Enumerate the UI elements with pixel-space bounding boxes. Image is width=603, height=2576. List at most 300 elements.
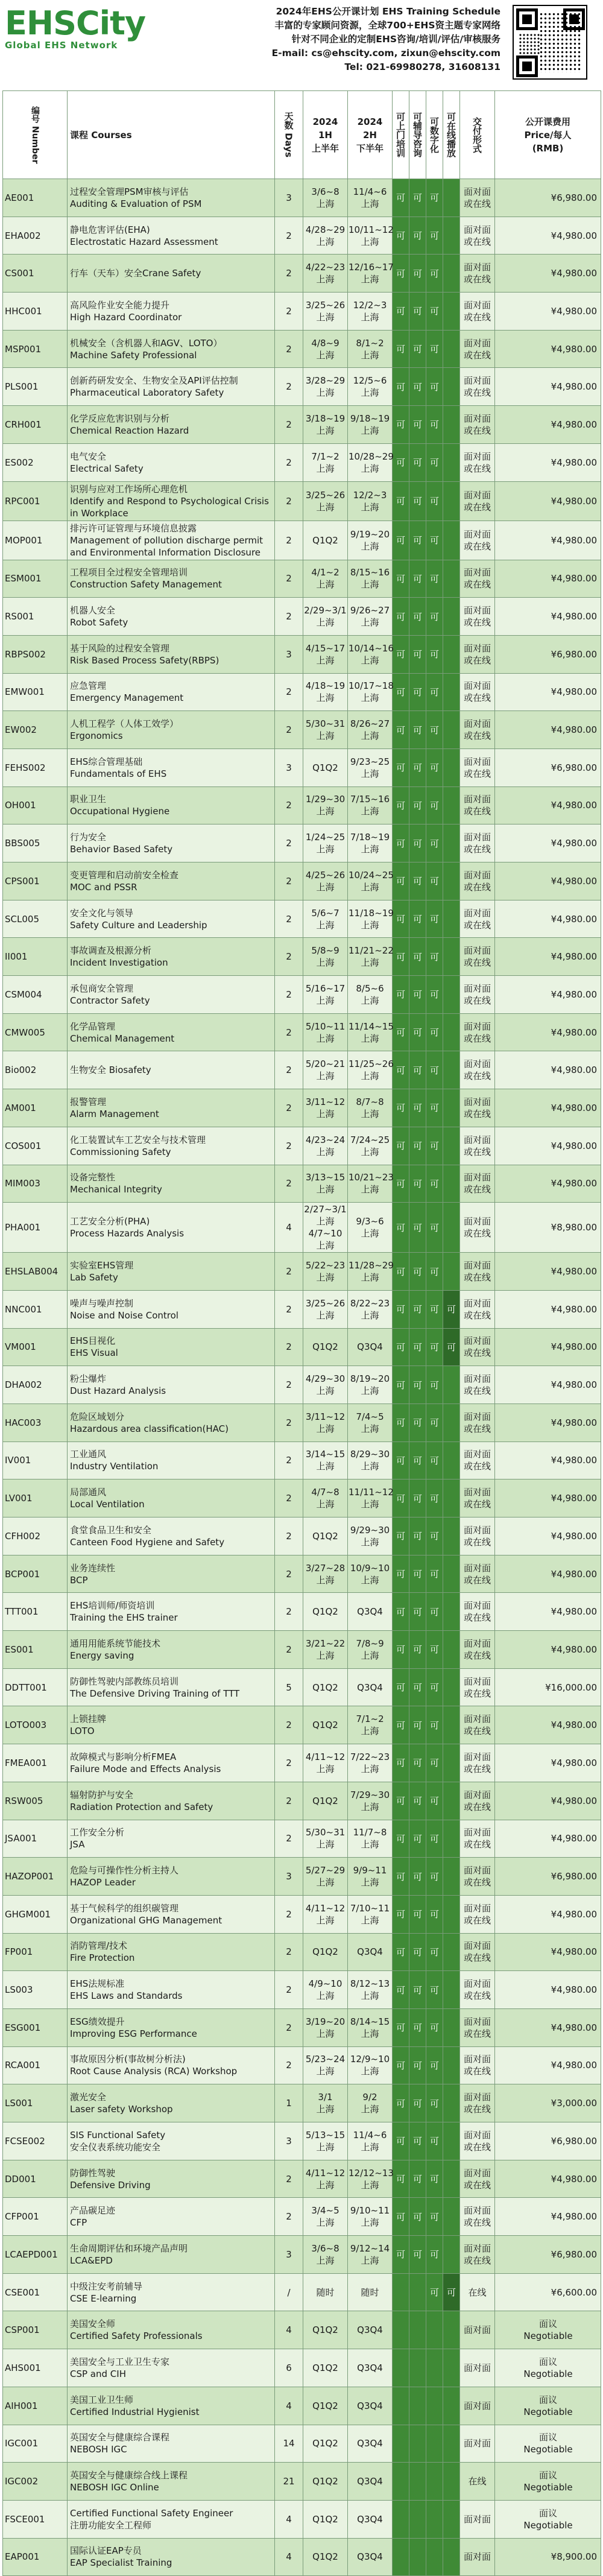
table-row	[3, 1744, 601, 1782]
flag-consult: 可	[409, 406, 426, 444]
course-price: 面议 Negotiable	[495, 2311, 601, 2349]
course-name: EHS培训师/师资培训 Training the EHS trainer	[68, 1593, 275, 1631]
flag-digital: 可	[426, 1290, 443, 1328]
flag-inhouse: 可	[393, 2122, 409, 2160]
course-price: ¥6,980.00	[495, 2122, 601, 2160]
table-row	[3, 2538, 601, 2576]
course-price: ¥4,980.00	[495, 711, 601, 749]
flag-inhouse: 可	[393, 900, 409, 938]
flag-online	[443, 900, 460, 938]
course-price: ¥4,980.00	[495, 1820, 601, 1858]
course-days: 2	[275, 521, 303, 560]
flag-inhouse: 可	[393, 1165, 409, 1203]
course-price: ¥4,980.00	[495, 521, 601, 560]
flag-consult: 可	[409, 1744, 426, 1782]
course-code: HAC003	[3, 1404, 68, 1441]
course-name: 机器人安全 Robot Safety	[68, 598, 275, 636]
course-name: SIS Functional Safety 安全仪表系统功能安全	[68, 2122, 275, 2160]
col-header-2h: 2024 2H 下半年	[348, 91, 393, 179]
course-code: PLS001	[3, 368, 68, 406]
date-2h: Q3Q4	[348, 1328, 393, 1366]
course-price: ¥4,980.00	[495, 1631, 601, 1669]
course-name: 应急管理 Emergency Management	[68, 673, 275, 711]
course-days: 2	[275, 598, 303, 636]
course-code: TTT001	[3, 1593, 68, 1631]
course-days: 2	[275, 1782, 303, 1820]
course-name: 产品碳足迹 CFP	[68, 2198, 275, 2236]
delivery-mode: 面对面 或在线	[460, 1013, 495, 1051]
course-code: CPS001	[3, 862, 68, 900]
date-1h: 7/1~2 上海	[303, 443, 348, 481]
flag-inhouse: 可	[393, 1290, 409, 1328]
course-days: 2	[275, 560, 303, 598]
flag-online	[443, 2198, 460, 2236]
flag-digital: 可	[426, 1593, 443, 1631]
flag-digital: 可	[426, 635, 443, 673]
course-code: OH001	[3, 786, 68, 824]
table-row	[3, 1820, 601, 1858]
date-2h: Q3Q4	[348, 2538, 393, 2576]
course-name: 设备完整性 Mechanical Integrity	[68, 1165, 275, 1203]
flag-digital: 可	[426, 217, 443, 255]
flag-consult: 可	[409, 1290, 426, 1328]
flag-inhouse: 可	[393, 1782, 409, 1820]
flag-consult: 可	[409, 560, 426, 598]
col-header-mode: 交付形式	[460, 91, 495, 179]
flag-online	[443, 1013, 460, 1051]
course-days: 2	[275, 824, 303, 862]
flag-digital: 可	[426, 1933, 443, 1971]
course-code: LV001	[3, 1479, 68, 1517]
date-2h: 12/12~13 上海	[348, 2160, 393, 2198]
table-row	[3, 2008, 601, 2046]
course-price: ¥4,980.00	[495, 900, 601, 938]
date-1h: 3/25~26 上海	[303, 1290, 348, 1328]
date-2h: 10/11~12 上海	[348, 217, 393, 255]
delivery-mode: 面对面	[460, 2500, 495, 2538]
course-price: ¥4,980.00	[495, 2160, 601, 2198]
date-2h: 12/16~17 上海	[348, 255, 393, 293]
table-row	[3, 1404, 601, 1441]
table-row	[3, 2046, 601, 2084]
flag-inhouse: 可	[393, 217, 409, 255]
flag-consult: 可	[409, 786, 426, 824]
flag-inhouse: 可	[393, 1593, 409, 1631]
flag-inhouse: 可	[393, 1441, 409, 1479]
date-1h: 5/22~23 上海	[303, 1253, 348, 1291]
course-name: 安全文化与领导 Safety Culture and Leadership	[68, 900, 275, 938]
date-2h: Q3Q4	[348, 1933, 393, 1971]
flag-digital: 可	[426, 1366, 443, 1404]
flag-consult: 可	[409, 1051, 426, 1089]
date-1h: 5/30~31 上海	[303, 711, 348, 749]
flag-online	[443, 1441, 460, 1479]
date-1h: 3/4~5 上海	[303, 2198, 348, 2236]
course-days: 3	[275, 2122, 303, 2160]
flag-inhouse	[393, 2349, 409, 2387]
flag-digital	[426, 2311, 443, 2349]
delivery-mode: 面对面 或在线	[460, 1328, 495, 1366]
flag-digital: 可	[426, 521, 443, 560]
course-code: PHA001	[3, 1203, 68, 1253]
course-code: DD001	[3, 2160, 68, 2198]
date-1h: 随时	[303, 2273, 348, 2311]
delivery-mode: 面对面 或在线	[460, 598, 495, 636]
flag-inhouse: 可	[393, 1089, 409, 1127]
flag-digital	[426, 2425, 443, 2463]
course-name: 防御性驾驶内部教练员培训 The Defensive Driving Training of TTT	[68, 1668, 275, 1706]
course-code: ESG001	[3, 2008, 68, 2046]
flag-consult: 可	[409, 1328, 426, 1366]
flag-consult: 可	[409, 900, 426, 938]
date-1h: 5/8~9 上海	[303, 938, 348, 976]
course-days: 2	[275, 1404, 303, 1441]
course-days: 2	[275, 1933, 303, 1971]
course-days: 2	[275, 976, 303, 1014]
table-row	[3, 330, 601, 368]
date-1h: 5/13~15 上海	[303, 2122, 348, 2160]
course-price: ¥4,980.00	[495, 2198, 601, 2236]
flag-inhouse: 可	[393, 976, 409, 1014]
flag-online	[443, 1127, 460, 1165]
flag-inhouse: 可	[393, 748, 409, 786]
delivery-mode: 面对面 或在线	[460, 786, 495, 824]
course-code: BBS005	[3, 824, 68, 862]
delivery-mode: 面对面 或在线	[460, 1051, 495, 1089]
table-row	[3, 1441, 601, 1479]
course-days: 3	[275, 2236, 303, 2274]
delivery-mode: 面对面 或在线	[460, 1290, 495, 1328]
delivery-mode: 面对面 或在线	[460, 179, 495, 217]
course-code: DHA002	[3, 1366, 68, 1404]
delivery-mode: 面对面 或在线	[460, 1441, 495, 1479]
date-2h: 8/12~13 上海	[348, 1971, 393, 2009]
flag-online	[443, 786, 460, 824]
course-code: EAP001	[3, 2538, 68, 2576]
delivery-mode: 面对面 或在线	[460, 824, 495, 862]
course-name: 基于气候科学的组织碳管理 Organizational GHG Management	[68, 1895, 275, 1933]
flag-online	[443, 1668, 460, 1706]
flag-inhouse: 可	[393, 711, 409, 749]
course-name: 美国工业卫生师 Certified Industrial Hygienist	[68, 2387, 275, 2425]
course-days: 2	[275, 368, 303, 406]
flag-inhouse: 可	[393, 1013, 409, 1051]
flag-online	[443, 1858, 460, 1896]
course-name: 噪声与噪声控制 Noise and Noise Control	[68, 1290, 275, 1328]
date-2h: 随时	[348, 2273, 393, 2311]
flag-consult: 可	[409, 976, 426, 1014]
delivery-mode: 面对面 或在线	[460, 711, 495, 749]
date-1h: 3/28~29 上海	[303, 368, 348, 406]
flag-consult: 可	[409, 711, 426, 749]
flag-digital: 可	[426, 711, 443, 749]
course-name: 工艺安全分析(PHA) Process Hazards Analysis	[68, 1203, 275, 1253]
course-code: COS001	[3, 1127, 68, 1165]
course-name: 过程安全管理PSM审核与评估 Auditing & Evaluation of PSM	[68, 179, 275, 217]
course-price: ¥4,980.00	[495, 1165, 601, 1203]
course-price: 面议 Negotiable	[495, 2463, 601, 2501]
course-days: 4	[275, 2311, 303, 2349]
table-row	[3, 179, 601, 217]
date-2h: Q3Q4	[348, 2387, 393, 2425]
course-name: 静电危害评估(EHA) Electrostatic Hazard Assessment	[68, 217, 275, 255]
flag-digital: 可	[426, 1782, 443, 1820]
flag-online	[443, 1089, 460, 1127]
date-1h: Q1Q2	[303, 1706, 348, 1744]
table-row	[3, 2463, 601, 2501]
flag-digital: 可	[426, 1706, 443, 1744]
date-2h: 8/22~23 上海	[348, 1290, 393, 1328]
course-code: CSM004	[3, 976, 68, 1014]
course-code: AIH001	[3, 2387, 68, 2425]
table-row	[3, 293, 601, 331]
flag-inhouse: 可	[393, 1858, 409, 1896]
flag-digital: 可	[426, 1127, 443, 1165]
course-days: 2	[275, 443, 303, 481]
flag-digital: 可	[426, 481, 443, 521]
delivery-mode: 面对面 或在线	[460, 1555, 495, 1593]
flag-online	[443, 1165, 460, 1203]
course-days: 2	[275, 1744, 303, 1782]
flag-consult: 可	[409, 1668, 426, 1706]
flag-online	[443, 1593, 460, 1631]
col-header-online: 可在线播放	[443, 91, 460, 179]
date-2h: 9/2 上海	[348, 2084, 393, 2122]
delivery-mode: 面对面 或在线	[460, 481, 495, 521]
flag-online	[443, 824, 460, 862]
flag-online	[443, 1555, 460, 1593]
date-1h: 4/11~12 上海	[303, 1744, 348, 1782]
table-row	[3, 673, 601, 711]
flag-digital: 可	[426, 2236, 443, 2274]
flag-inhouse: 可	[393, 1127, 409, 1165]
table-row	[3, 1782, 601, 1820]
table-row	[3, 900, 601, 938]
table-row	[3, 824, 601, 862]
course-price: ¥4,980.00	[495, 1441, 601, 1479]
delivery-mode: 面对面 或在线	[460, 443, 495, 481]
date-2h: 7/10~11 上海	[348, 1895, 393, 1933]
delivery-mode: 面对面 或在线	[460, 748, 495, 786]
course-price: ¥6,980.00	[495, 635, 601, 673]
delivery-mode: 面对面 或在线	[460, 2198, 495, 2236]
flag-online: 可	[443, 1290, 460, 1328]
flag-digital	[426, 2349, 443, 2387]
date-2h: 9/3~6 上海	[348, 1203, 393, 1253]
flag-inhouse	[393, 2387, 409, 2425]
delivery-mode: 面对面 或在线	[460, 976, 495, 1014]
flag-digital: 可	[426, 748, 443, 786]
date-2h: 10/24~25 上海	[348, 862, 393, 900]
flag-inhouse: 可	[393, 862, 409, 900]
flag-inhouse: 可	[393, 1706, 409, 1744]
delivery-mode: 面对面 或在线	[460, 521, 495, 560]
header-info	[217, 5, 500, 74]
date-2h: Q3Q4	[348, 2425, 393, 2463]
table-row	[3, 1631, 601, 1669]
flag-online	[443, 1404, 460, 1441]
course-days: 4	[275, 2387, 303, 2425]
page-header	[0, 0, 603, 90]
course-price: ¥4,980.00	[495, 2008, 601, 2046]
date-2h: 11/4~6 上海	[348, 179, 393, 217]
flag-online	[443, 255, 460, 293]
header-email: E-mail: cs@ehscity.com, zixun@ehscity.com	[271, 48, 500, 59]
course-code: EHSLAB004	[3, 1253, 68, 1291]
flag-consult	[409, 2463, 426, 2501]
table-row	[3, 255, 601, 293]
flag-consult: 可	[409, 1404, 426, 1441]
date-1h: 4/11~12 上海	[303, 1895, 348, 1933]
flag-consult: 可	[409, 1820, 426, 1858]
flag-consult	[409, 2349, 426, 2387]
delivery-mode: 面对面	[460, 2349, 495, 2387]
flag-consult: 可	[409, 1933, 426, 1971]
course-price: ¥4,980.00	[495, 976, 601, 1014]
flag-digital	[426, 2500, 443, 2538]
course-code: EHA002	[3, 217, 68, 255]
course-name: 人机工程学（人体工效学） Ergonomics	[68, 711, 275, 749]
flag-consult: 可	[409, 673, 426, 711]
course-price: ¥4,980.00	[495, 1706, 601, 1744]
course-name: 危险区域划分 Hazardous area classification(HAC)	[68, 1404, 275, 1441]
table-row	[3, 1089, 601, 1127]
flag-online	[443, 1479, 460, 1517]
course-days: 3	[275, 635, 303, 673]
course-code: RCA001	[3, 2046, 68, 2084]
course-price: 面议 Negotiable	[495, 2387, 601, 2425]
col-header-code: 编号 Number	[3, 91, 68, 179]
course-days: 14	[275, 2425, 303, 2463]
table-row	[3, 748, 601, 786]
flag-digital: 可	[426, 1631, 443, 1669]
flag-consult: 可	[409, 2084, 426, 2122]
date-2h: 9/19~20 上海	[348, 521, 393, 560]
flag-online	[443, 635, 460, 673]
course-price: ¥6,980.00	[495, 179, 601, 217]
flag-consult: 可	[409, 1895, 426, 1933]
course-days: 2	[275, 1820, 303, 1858]
course-days: 21	[275, 2463, 303, 2501]
delivery-mode: 面对面 或在线	[460, 1631, 495, 1669]
date-1h: 1/29~30 上海	[303, 786, 348, 824]
course-code: AE001	[3, 179, 68, 217]
flag-online	[443, 521, 460, 560]
course-price: ¥4,980.00	[495, 673, 601, 711]
course-days: /	[275, 2273, 303, 2311]
table-row	[3, 481, 601, 521]
date-1h: 4/22~23 上海	[303, 255, 348, 293]
delivery-mode: 面对面 或在线	[460, 1971, 495, 2009]
date-1h: 3/1 上海	[303, 2084, 348, 2122]
delivery-mode: 面对面 或在线	[460, 1253, 495, 1291]
flag-consult: 可	[409, 1971, 426, 2009]
course-days: 2	[275, 1089, 303, 1127]
course-code: FSCE001	[3, 2500, 68, 2538]
flag-online	[443, 1631, 460, 1669]
date-2h: 8/29~30 上海	[348, 1441, 393, 1479]
flag-digital: 可	[426, 1820, 443, 1858]
delivery-mode: 面对面 或在线	[460, 900, 495, 938]
delivery-mode: 面对面 或在线	[460, 1479, 495, 1517]
date-2h: 8/19~20 上海	[348, 1366, 393, 1404]
course-code: SCL005	[3, 900, 68, 938]
course-days: 2	[275, 2046, 303, 2084]
date-2h: 11/14~15 上海	[348, 1013, 393, 1051]
flag-online	[443, 1203, 460, 1253]
col-header-course: 课程 Courses	[68, 91, 275, 179]
table-row	[3, 1366, 601, 1404]
delivery-mode: 面对面 或在线	[460, 330, 495, 368]
flag-consult: 可	[409, 1858, 426, 1896]
course-name: 消防管理/技术 Fire Protection	[68, 1933, 275, 1971]
delivery-mode: 面对面	[460, 2425, 495, 2463]
flag-consult: 可	[409, 1253, 426, 1291]
course-price: ¥4,980.00	[495, 938, 601, 976]
date-2h: 12/9~10 上海	[348, 2046, 393, 2084]
flag-online	[443, 2538, 460, 2576]
flag-inhouse: 可	[393, 1631, 409, 1669]
course-name: 辐射防护与安全 Radiation Protection and Safety	[68, 1782, 275, 1820]
table-row	[3, 1479, 601, 1517]
table-row	[3, 521, 601, 560]
flag-online	[443, 748, 460, 786]
date-1h: Q1Q2	[303, 2387, 348, 2425]
course-price: ¥4,980.00	[495, 217, 601, 255]
date-1h: 5/6~7 上海	[303, 900, 348, 938]
delivery-mode: 面对面 或在线	[460, 635, 495, 673]
date-2h: 8/7~8 上海	[348, 1089, 393, 1127]
course-code: Bio002	[3, 1051, 68, 1089]
course-name: EHS目视化 EHS Visual	[68, 1328, 275, 1366]
date-2h: 7/4~5 上海	[348, 1404, 393, 1441]
date-1h: 2/27~3/1 上海 4/7~10 上海	[303, 1203, 348, 1253]
table-row	[3, 711, 601, 749]
flag-inhouse: 可	[393, 824, 409, 862]
flag-inhouse: 可	[393, 368, 409, 406]
course-price: ¥4,980.00	[495, 2046, 601, 2084]
flag-consult	[409, 2387, 426, 2425]
course-days: 4	[275, 2538, 303, 2576]
flag-inhouse: 可	[393, 179, 409, 217]
delivery-mode: 在线	[460, 2273, 495, 2311]
flag-digital: 可	[426, 1895, 443, 1933]
flag-consult: 可	[409, 521, 426, 560]
date-1h: 4/18~19 上海	[303, 673, 348, 711]
course-price: 面议 Negotiable	[495, 2500, 601, 2538]
table-row	[3, 2311, 601, 2349]
course-code: NNC001	[3, 1290, 68, 1328]
course-code: FEHS002	[3, 748, 68, 786]
date-2h: 9/23~25 上海	[348, 748, 393, 786]
flag-consult: 可	[409, 1782, 426, 1820]
ehscity-logo	[5, 6, 147, 51]
flag-consult: 可	[409, 1706, 426, 1744]
table-row	[3, 368, 601, 406]
course-name: 工作安全分析 JSA	[68, 1820, 275, 1858]
course-name: 国际认证EAP专员 EAP Specialist Training	[68, 2538, 275, 2576]
course-code: II001	[3, 938, 68, 976]
course-code: AHS001	[3, 2349, 68, 2387]
course-price: ¥4,980.00	[495, 862, 601, 900]
table-row	[3, 1555, 601, 1593]
flag-digital: 可	[426, 1328, 443, 1366]
course-name: 英国安全与健康综合线上课程 NEBOSH IGC Online	[68, 2463, 275, 2501]
delivery-mode: 面对面 或在线	[460, 1933, 495, 1971]
flag-digital: 可	[426, 2198, 443, 2236]
course-days: 2	[275, 1555, 303, 1593]
table-row	[3, 1051, 601, 1089]
